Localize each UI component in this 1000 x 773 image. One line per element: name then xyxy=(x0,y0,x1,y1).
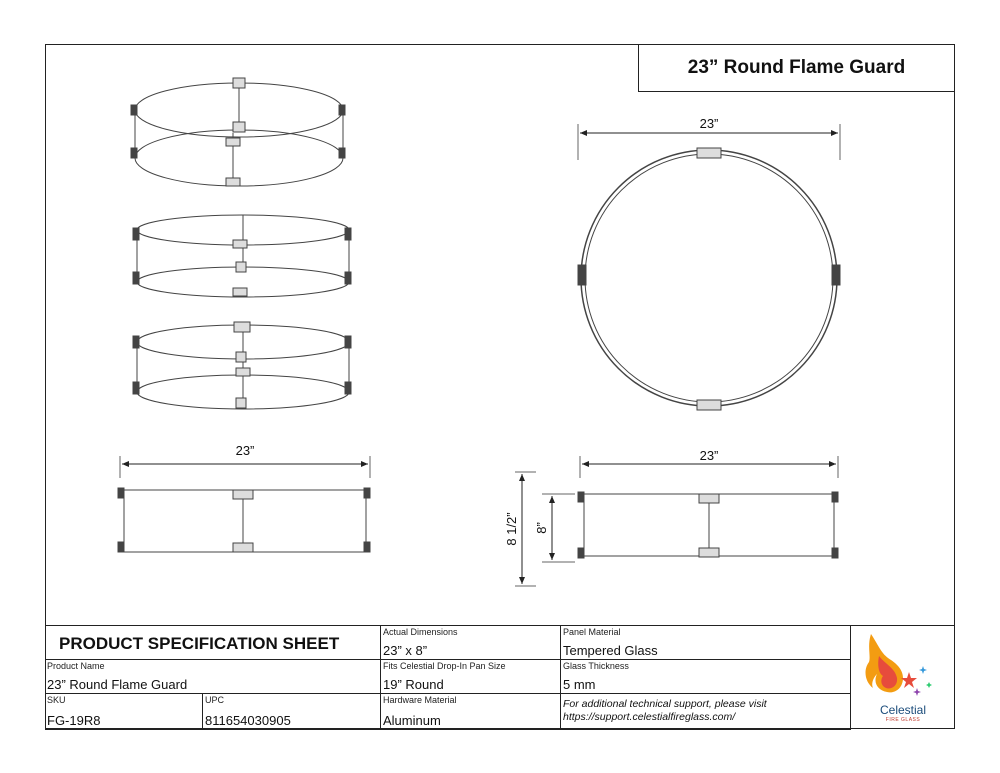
actual-dimensions-label: Actual Dimensions xyxy=(383,627,458,637)
support-url[interactable]: https://support.celestialfireglass.com/ xyxy=(563,711,736,723)
logo-subtitle: FIRE GLASS xyxy=(885,717,921,723)
spec-title-cell xyxy=(45,626,381,660)
spec-sheet-title: PRODUCT SPECIFICATION SHEET xyxy=(59,634,340,653)
pan-size-value: 19” Round xyxy=(383,677,444,692)
panel-material-cell xyxy=(561,626,851,660)
glass-thickness-value: 5 mm xyxy=(563,677,596,692)
support-text xyxy=(563,698,767,724)
side-view-right xyxy=(515,456,838,586)
iso-view-2 xyxy=(133,215,351,297)
glass-thickness-label: Glass Thickness xyxy=(563,661,629,671)
hardware-material-label: Hardware Material xyxy=(383,695,457,705)
logo-name: Celestial xyxy=(879,703,927,717)
flame-star-icon xyxy=(851,626,955,706)
glass-thickness-cell xyxy=(561,660,851,694)
sku-cell xyxy=(45,694,203,730)
dim-side-right-width: 23” xyxy=(699,448,719,463)
side-view-left xyxy=(118,456,370,552)
upc-value: 811654030905 xyxy=(205,713,291,728)
actual-dimensions-value: 23” x 8” xyxy=(383,643,428,658)
panel-material-label: Panel Material xyxy=(563,627,621,637)
product-name-label: Product Name xyxy=(47,661,105,671)
panel-material-value: Tempered Glass xyxy=(563,643,658,658)
pan-size-cell xyxy=(381,660,561,694)
pan-size-label: Fits Celestial Drop-In Pan Size xyxy=(383,661,506,671)
product-name-cell xyxy=(45,660,381,694)
support-cell xyxy=(561,694,851,730)
product-name-value: 23” Round Flame Guard xyxy=(47,677,188,692)
hardware-material-cell xyxy=(381,694,561,730)
support-line-1: For additional technical support, please visit xyxy=(563,698,767,710)
spec-table xyxy=(45,625,955,729)
iso-view-1 xyxy=(131,78,345,186)
upc-cell xyxy=(203,694,381,730)
page-title: 23” Round Flame Guard xyxy=(638,44,955,92)
hardware-material-value: Aluminum xyxy=(383,713,441,728)
sku-label: SKU xyxy=(47,695,66,705)
dim-side-left-width: 23” xyxy=(235,443,255,458)
iso-view-3 xyxy=(133,322,351,409)
actual-dimensions-cell xyxy=(381,626,561,660)
sku-value: FG-19R8 xyxy=(47,713,101,728)
dim-top-width: 23” xyxy=(699,116,719,131)
upc-label: UPC xyxy=(205,695,225,705)
dim-outer-height: 8 1/2” xyxy=(504,512,519,546)
dim-inner-height: 8” xyxy=(534,522,549,534)
celestial-logo xyxy=(851,626,955,730)
top-view xyxy=(578,124,840,410)
